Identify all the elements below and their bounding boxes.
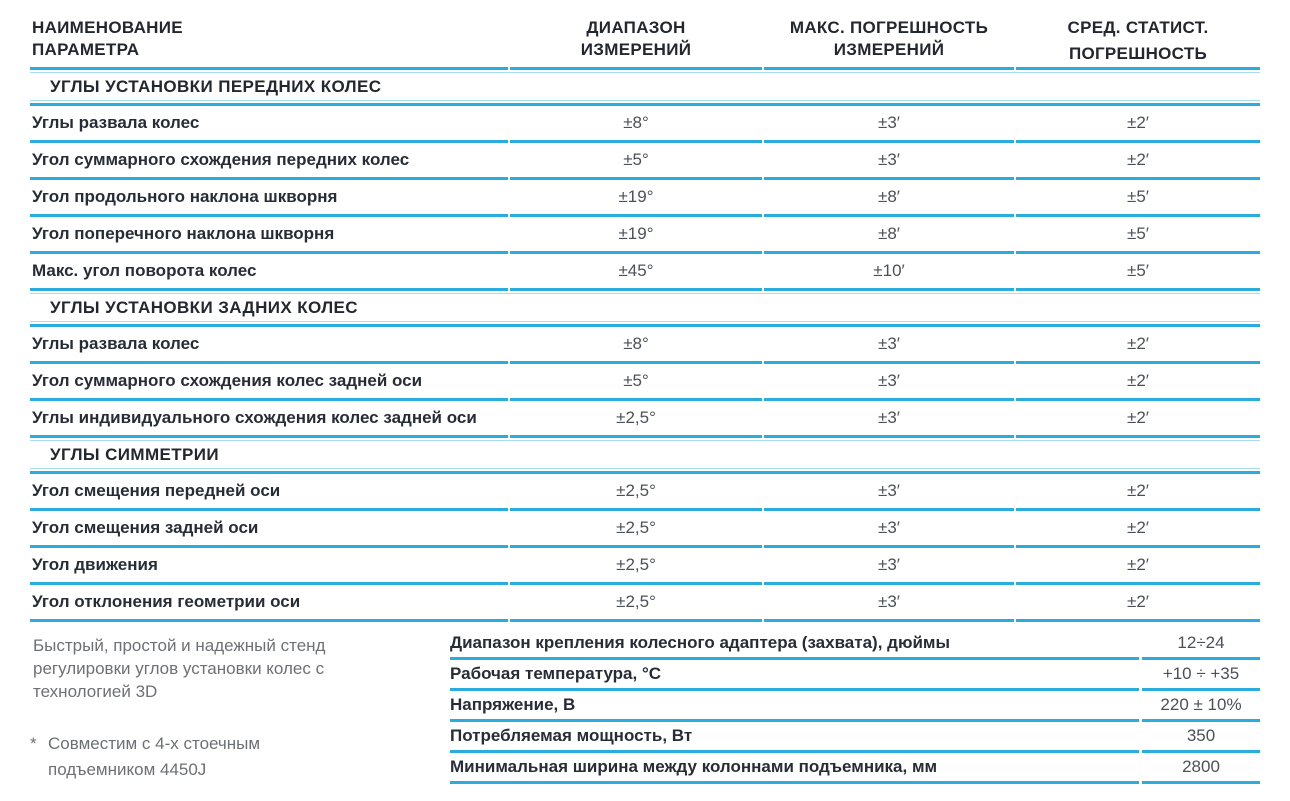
section-title: УГЛЫ УСТАНОВКИ ПЕРЕДНИХ КОЛЕС xyxy=(50,76,382,96)
footnote-text: Совместим с 4-х стоечным подъемником 4450J xyxy=(48,734,261,779)
product-description: Быстрый, простой и надежный стенд регулировки углов установки колес с технологией 3D xyxy=(33,636,326,701)
avg-error-cell: ±2′ xyxy=(1016,401,1260,438)
max-error-cell: ±3′ xyxy=(764,585,1014,622)
avg-error-cell: ±2′ xyxy=(1016,364,1260,401)
parameter-name-cell: Угол суммарного схождения колес задней оси xyxy=(30,364,508,401)
header-line: СРЕД. СТАТИСТ. xyxy=(1067,18,1209,37)
avg-error-cell: ±2′ xyxy=(1016,143,1260,180)
header-line: НАИМЕНОВАНИЕ xyxy=(32,18,183,37)
max-error-cell: ±3′ xyxy=(764,327,1014,364)
table-header-row xyxy=(30,10,1260,70)
header-line: ИЗМЕРЕНИЙ xyxy=(580,40,692,59)
column-header-parameter xyxy=(30,10,508,70)
utility-row xyxy=(450,629,1260,660)
header-line: ИЗМЕРЕНИЙ xyxy=(833,40,945,59)
utility-label: Потребляемая мощность, Вт xyxy=(450,722,1139,753)
max-error-cell: ±8′ xyxy=(764,180,1014,217)
utility-label: Рабочая температура, °С xyxy=(450,660,1139,691)
section-title: УГЛЫ УСТАНОВКИ ЗАДНИХ КОЛЕС xyxy=(50,297,358,317)
parameter-name-cell: Углы развала колес xyxy=(30,327,508,364)
utility-label: Минимальная ширина между колоннами подъемника, мм xyxy=(450,753,1139,784)
footnote-asterisk: * xyxy=(30,734,37,753)
range-cell: ±5° xyxy=(510,143,762,180)
utility-row xyxy=(450,722,1260,753)
spec-row xyxy=(30,106,1260,143)
utility-label: Напряжение, В xyxy=(450,691,1139,722)
parameter-name-cell: Угол смещения задней оси xyxy=(30,511,508,548)
section-header-front-wheels xyxy=(30,70,1260,106)
max-error-cell: ±8′ xyxy=(764,217,1014,254)
avg-error-cell: ±5′ xyxy=(1016,254,1260,291)
utility-value: 220 ± 10% xyxy=(1142,691,1260,722)
range-cell: ±2,5° xyxy=(510,511,762,548)
section-header-rear-wheels xyxy=(30,291,1260,327)
spec-row xyxy=(30,254,1260,291)
spec-row xyxy=(30,511,1260,548)
parameter-name-cell: Угол движения xyxy=(30,548,508,585)
avg-error-cell: ±2′ xyxy=(1016,511,1260,548)
range-cell: ±5° xyxy=(510,364,762,401)
header-line: ДИАПАЗОН xyxy=(586,18,686,37)
column-header-avg-error xyxy=(1016,10,1260,70)
spec-row xyxy=(30,401,1260,438)
utility-row xyxy=(450,691,1260,722)
range-cell: ±8° xyxy=(510,106,762,143)
parameter-name-cell: Углы развала колес xyxy=(30,106,508,143)
spec-row xyxy=(30,364,1260,401)
parameter-name-cell: Угол поперечного наклона шкворня xyxy=(30,217,508,254)
utility-row xyxy=(450,660,1260,691)
spec-row xyxy=(30,548,1260,585)
avg-error-cell: ±2′ xyxy=(1016,548,1260,585)
spec-row xyxy=(30,180,1260,217)
max-error-cell: ±3′ xyxy=(764,474,1014,511)
range-cell: ±2,5° xyxy=(510,474,762,511)
column-header-range xyxy=(510,10,762,70)
spec-row xyxy=(30,217,1260,254)
range-cell: ±45° xyxy=(510,254,762,291)
spec-row xyxy=(30,143,1260,180)
parameter-name-cell: Углы индивидуального схождения колес задней оси xyxy=(30,401,508,438)
section-title: УГЛЫ СИММЕТРИИ xyxy=(50,444,220,464)
max-error-cell: ±3′ xyxy=(764,106,1014,143)
utility-value: +10 ÷ +35 xyxy=(1142,660,1260,691)
utility-value: 350 xyxy=(1142,722,1260,753)
alignment-spec-table xyxy=(30,10,1260,622)
max-error-cell: ±3′ xyxy=(764,548,1014,585)
utility-value: 2800 xyxy=(1142,753,1260,784)
max-error-cell: ±3′ xyxy=(764,401,1014,438)
column-header-max-error xyxy=(764,10,1014,70)
header-line: МАКС. ПОГРЕШНОСТЬ xyxy=(789,18,989,37)
utility-row xyxy=(450,753,1260,784)
range-cell: ±2,5° xyxy=(510,401,762,438)
avg-error-cell: ±5′ xyxy=(1016,217,1260,254)
parameter-name-cell: Макс. угол поворота колес xyxy=(30,254,508,291)
parameter-name-cell: Угол смещения передней оси xyxy=(30,474,508,511)
spec-row xyxy=(30,585,1260,622)
parameter-name-cell: Угол отклонения геометрии оси xyxy=(30,585,508,622)
section-header-symmetry-angles xyxy=(30,438,1260,474)
range-cell: ±19° xyxy=(510,180,762,217)
avg-error-cell: ±2′ xyxy=(1016,327,1260,364)
spec-row xyxy=(30,327,1260,364)
parameter-name-cell: Угол продольного наклона шкворня xyxy=(30,180,508,217)
utility-value: 12÷24 xyxy=(1142,629,1260,660)
range-cell: ±2,5° xyxy=(510,585,762,622)
max-error-cell: ±3′ xyxy=(764,143,1014,180)
max-error-cell: ±3′ xyxy=(764,364,1014,401)
header-line: ПОГРЕШНОСТЬ xyxy=(1068,44,1208,63)
range-cell: ±19° xyxy=(510,217,762,254)
general-spec-table xyxy=(450,629,1260,784)
range-cell: ±2,5° xyxy=(510,548,762,585)
avg-error-cell: ±2′ xyxy=(1016,106,1260,143)
avg-error-cell: ±2′ xyxy=(1016,585,1260,622)
max-error-cell: ±10′ xyxy=(764,254,1014,291)
compatibility-note xyxy=(30,731,310,783)
parameter-name-cell: Угол суммарного схождения передних колес xyxy=(30,143,508,180)
header-line: ПАРАМЕТРА xyxy=(32,40,140,59)
range-cell: ±8° xyxy=(510,327,762,364)
max-error-cell: ±3′ xyxy=(764,511,1014,548)
avg-error-cell: ±5′ xyxy=(1016,180,1260,217)
avg-error-cell: ±2′ xyxy=(1016,474,1260,511)
spec-row xyxy=(30,474,1260,511)
utility-label: Диапазон крепления колесного адаптера (захвата), дюймы xyxy=(450,629,1139,660)
